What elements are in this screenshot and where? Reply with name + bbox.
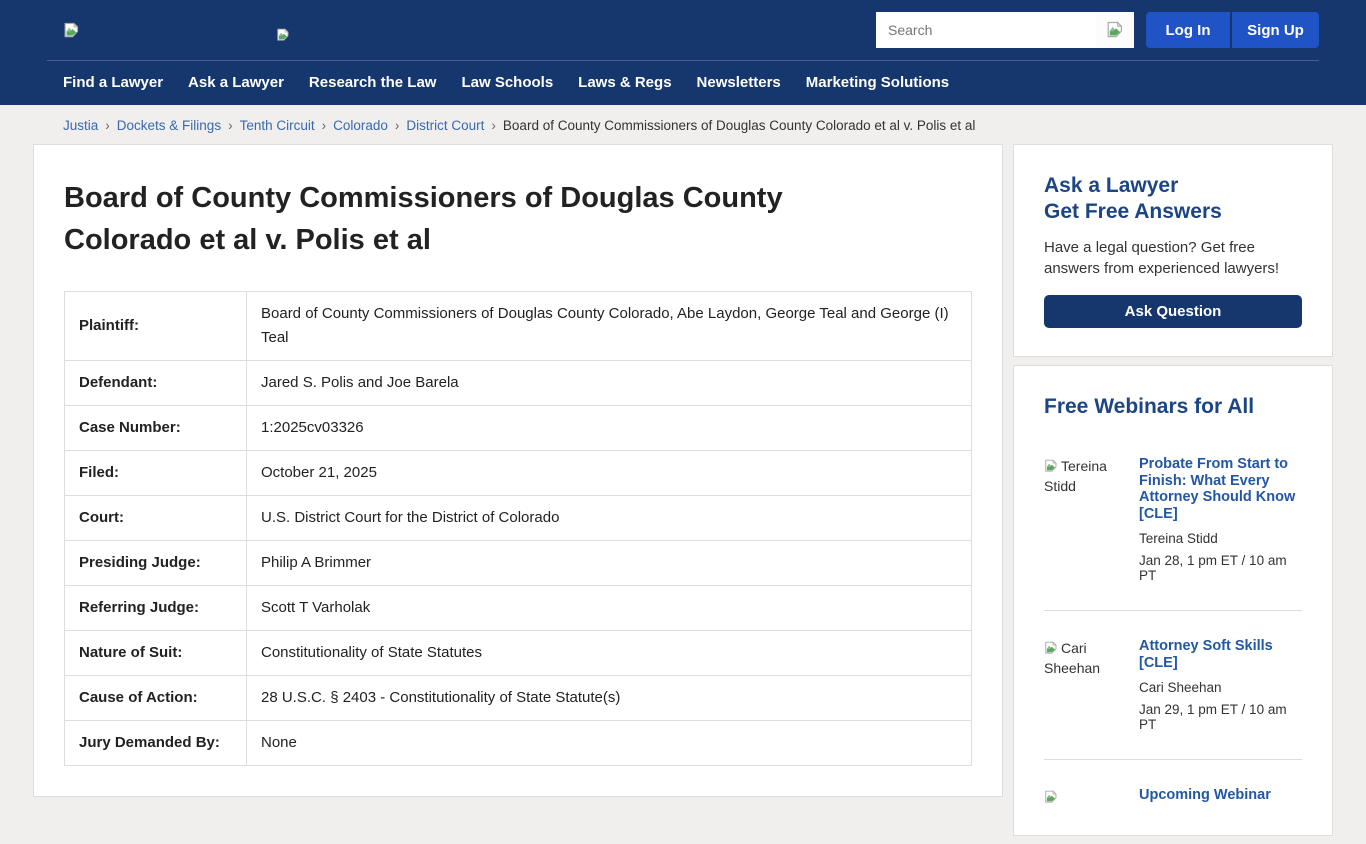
field-value: None <box>247 721 972 766</box>
case-details-table <box>64 291 972 766</box>
table-row-presiding-judge <box>65 541 972 586</box>
field-label: Plaintiff: <box>65 292 247 361</box>
field-label: Jury Demanded By: <box>65 721 247 766</box>
field-value: Philip A Brimmer <box>247 541 972 586</box>
table-row-jury-demanded <box>65 721 972 766</box>
sidebar <box>1013 144 1333 844</box>
field-value: U.S. District Court for the District of Colorado <box>247 496 972 541</box>
divider <box>1044 759 1302 760</box>
table-row-nature-of-suit <box>65 631 972 676</box>
nav-law-schools[interactable]: Law Schools <box>461 74 554 91</box>
webinar-datetime: Jan 29, 1 pm ET / 10 am PT <box>1139 702 1287 732</box>
broken-image-icon <box>276 28 290 42</box>
field-label: Case Number: <box>65 406 247 451</box>
breadcrumb-dockets[interactable]: Dockets & Filings <box>116 118 222 133</box>
site-header <box>0 0 1366 105</box>
case-summary-card <box>33 144 1003 797</box>
field-value: Scott T Varholak <box>247 586 972 631</box>
broken-image-icon <box>1044 790 1058 804</box>
nav-research-the-law[interactable]: Research the Law <box>308 74 437 91</box>
webinar-speaker-image-broken <box>1044 787 1139 807</box>
field-value: 1:2025cv03326 <box>247 406 972 451</box>
webinar-speaker: Tereina Stidd <box>1139 531 1218 546</box>
field-value: Board of County Commissioners of Douglas County Colorado, Abe Laydon, George Teal and George (I) Teal <box>247 292 972 361</box>
webinar-image-alt-text: Tereina Stidd <box>1044 458 1107 494</box>
field-label: Nature of Suit: <box>65 631 247 676</box>
broken-image-icon <box>63 22 80 39</box>
signup-button[interactable]: Sign Up <box>1232 12 1319 48</box>
breadcrumb <box>0 105 1366 144</box>
webinar-title-link[interactable]: Attorney Soft Skills [CLE] <box>1139 638 1273 671</box>
broken-image-icon <box>1044 459 1058 473</box>
page-title: Board of County Commissioners of Douglas County Colorado et al v. Polis et al <box>64 182 783 256</box>
field-label: Cause of Action: <box>65 676 247 721</box>
breadcrumb-separator: › <box>321 118 327 133</box>
search-input[interactable] <box>876 12 1096 48</box>
table-row-case-number <box>65 406 972 451</box>
webinar-title-link[interactable]: Upcoming Webinar <box>1139 787 1271 803</box>
divider <box>1044 610 1302 611</box>
field-value: 28 U.S.C. § 2403 - Constitutionality of State Statute(s) <box>247 676 972 721</box>
field-label: Filed: <box>65 451 247 496</box>
breadcrumb-separator: › <box>105 118 110 133</box>
nav-ask-a-lawyer[interactable]: Ask a Lawyer <box>188 74 284 91</box>
webinars-heading: Free Webinars for All <box>1044 395 1255 418</box>
breadcrumb-colorado[interactable]: Colorado <box>333 118 388 133</box>
webinars-card <box>1013 365 1333 836</box>
table-row-filed <box>65 451 972 496</box>
breadcrumb-district-court[interactable]: District Court <box>406 118 485 133</box>
breadcrumb-separator: › <box>228 118 233 133</box>
broken-image-icon <box>1106 21 1124 39</box>
main-nav <box>0 61 1366 104</box>
content-area <box>33 144 1333 844</box>
webinar-speaker-image-broken <box>1044 456 1139 583</box>
table-row-court <box>65 496 972 541</box>
breadcrumb-separator: › <box>491 118 496 133</box>
webinar-item <box>1044 456 1302 583</box>
ask-question-button[interactable]: Ask Question <box>1044 295 1302 328</box>
justia-logo-link[interactable] <box>63 22 80 39</box>
search-button[interactable] <box>1096 12 1134 48</box>
ask-lawyer-heading-line1: Ask a Lawyer <box>1044 174 1179 197</box>
table-row-referring-judge <box>65 586 972 631</box>
field-value: Constitutionality of State Statutes <box>247 631 972 676</box>
webinar-title-link[interactable]: Probate From Start to Finish: What Every Attorney Should Know [CLE] <box>1139 456 1296 522</box>
field-label: Court: <box>65 496 247 541</box>
header-top-row <box>47 0 1319 61</box>
breadcrumb-justia[interactable]: Justia <box>63 118 99 133</box>
field-label: Presiding Judge: <box>65 541 247 586</box>
table-row-cause-of-action <box>65 676 972 721</box>
dockets-logo-link[interactable] <box>276 28 290 42</box>
login-button[interactable]: Log In <box>1146 12 1230 48</box>
webinar-speaker-image-broken <box>1044 638 1139 732</box>
webinar-image-alt-text: Cari Sheehan <box>1044 640 1101 676</box>
nav-newsletters[interactable]: Newsletters <box>696 74 781 91</box>
table-row-plaintiff <box>65 292 972 361</box>
field-label: Defendant: <box>65 361 247 406</box>
search-bar <box>876 12 1134 48</box>
webinar-item-clipped <box>1044 787 1302 807</box>
breadcrumb-separator: › <box>394 118 400 133</box>
webinar-datetime: Jan 28, 1 pm ET / 10 am PT <box>1139 553 1287 583</box>
nav-marketing-solutions[interactable]: Marketing Solutions <box>805 74 950 91</box>
ask-lawyer-heading <box>1044 173 1302 225</box>
field-value: Jared S. Polis and Joe Barela <box>247 361 972 406</box>
nav-laws-and-regs[interactable]: Laws & Regs <box>578 74 672 91</box>
ask-lawyer-heading-line2: Get Free Answers <box>1044 200 1222 223</box>
webinar-speaker: Cari Sheehan <box>1139 680 1222 695</box>
table-row-defendant <box>65 361 972 406</box>
broken-image-icon <box>1044 641 1058 655</box>
breadcrumb-tenth-circuit[interactable]: Tenth Circuit <box>239 118 315 133</box>
nav-find-a-lawyer[interactable]: Find a Lawyer <box>63 74 164 91</box>
field-value: October 21, 2025 <box>247 451 972 496</box>
ask-lawyer-text: Have a legal question? Get free answers from experienced lawyers! <box>1044 239 1280 277</box>
breadcrumb-current: Board of County Commissioners of Douglas County Colorado et al v. Polis et al <box>502 118 976 133</box>
webinar-item <box>1044 638 1302 732</box>
ask-lawyer-card <box>1013 144 1333 357</box>
field-label: Referring Judge: <box>65 586 247 631</box>
